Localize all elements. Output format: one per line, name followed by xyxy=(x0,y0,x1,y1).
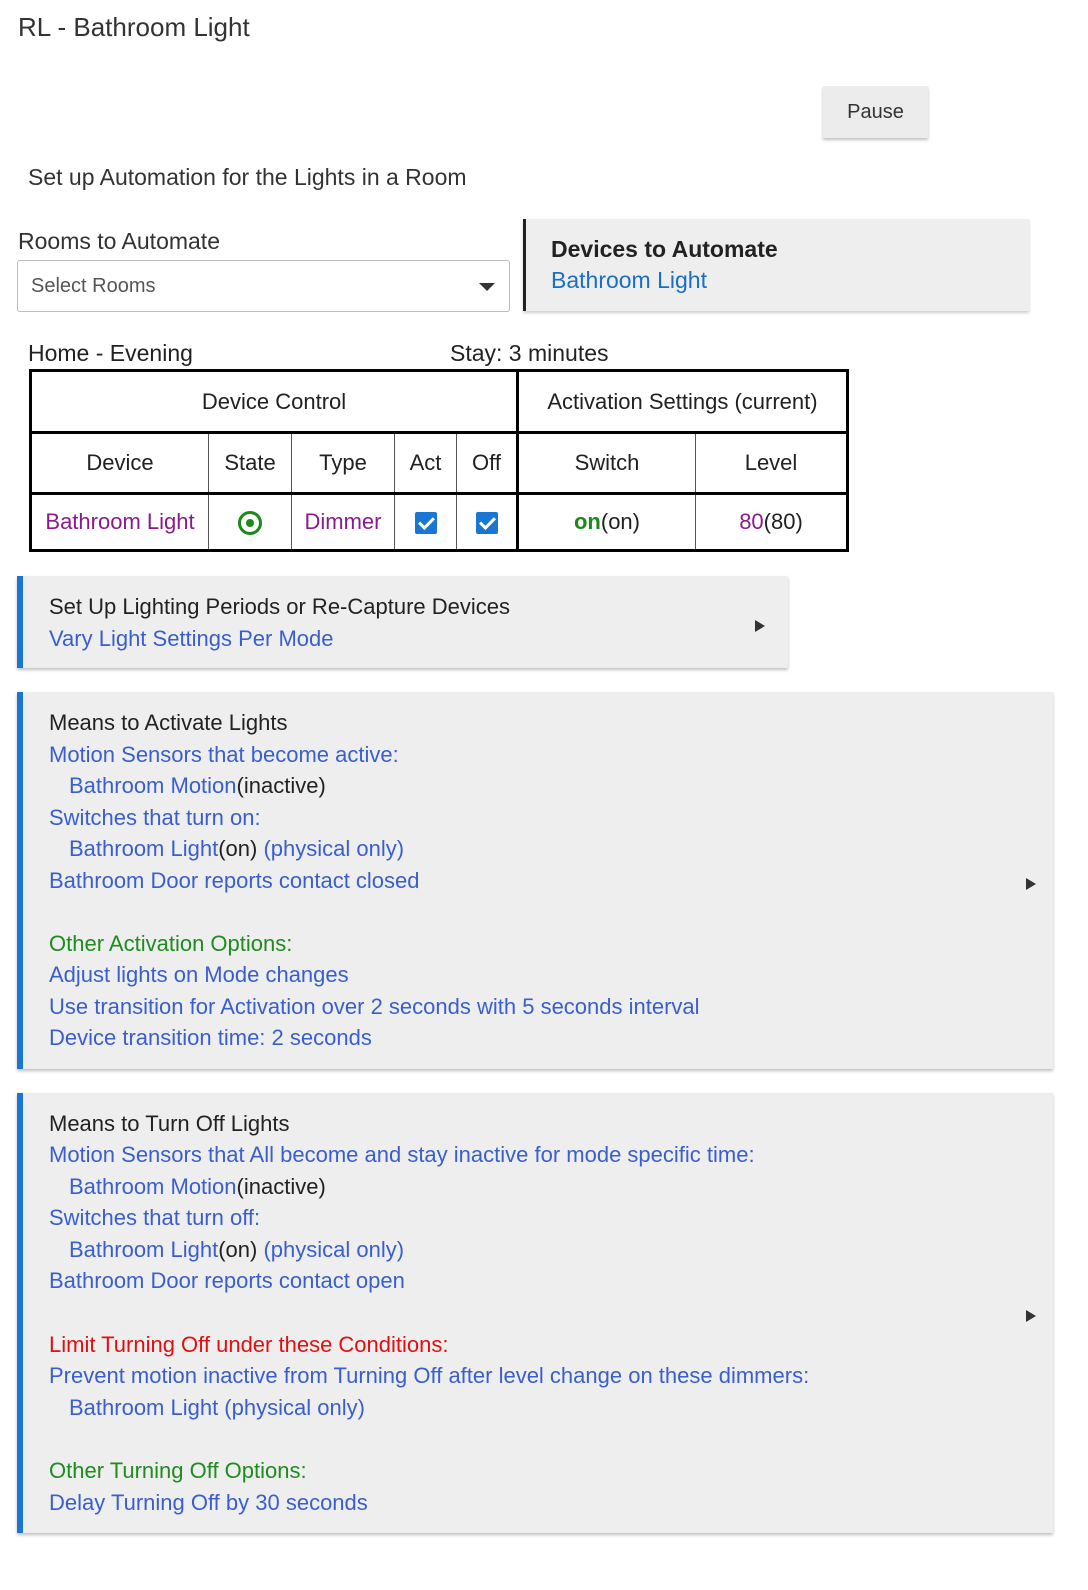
switch-value: on xyxy=(573,509,601,534)
turnoff-switch-device: Bathroom Light xyxy=(69,1237,219,1262)
turnoff-limit-heading: Limit Turning Off under these Conditions: xyxy=(49,1332,449,1357)
activate-option: Use transition for Activation over 2 seconds with 5 seconds interval xyxy=(49,994,700,1019)
switch-cell[interactable] xyxy=(518,494,696,551)
activate-motion-item xyxy=(49,770,326,802)
turnoff-motion-device: Bathroom Motion xyxy=(69,1174,237,1199)
act-checkbox[interactable] xyxy=(415,512,437,534)
activate-option: Adjust lights on Mode changes xyxy=(49,962,349,987)
activate-switch-device: Bathroom Light xyxy=(69,836,219,861)
col-act: Act xyxy=(395,433,457,494)
activate-heading: Means to Activate Lights xyxy=(49,710,288,735)
lighting-periods-heading: Set Up Lighting Periods or Re-Capture Devices xyxy=(49,594,511,619)
activate-motion-state: (inactive) xyxy=(236,773,326,798)
activate-switch-state: (on) xyxy=(218,836,258,861)
turnoff-card[interactable] xyxy=(17,1093,1053,1533)
turnoff-switch-item xyxy=(49,1234,404,1266)
off-checkbox[interactable] xyxy=(476,512,498,534)
col-state: State xyxy=(209,433,292,494)
act-cell xyxy=(395,494,457,551)
page-title: RL - Bathroom Light xyxy=(18,12,250,42)
lighting-periods-card[interactable] xyxy=(17,576,788,668)
lighting-periods-link: Vary Light Settings Per Mode xyxy=(49,626,334,651)
state-cell xyxy=(209,494,292,551)
pause-button[interactable]: Pause xyxy=(823,86,928,138)
rooms-select[interactable] xyxy=(17,260,510,312)
activate-motion-label: Motion Sensors that become active: xyxy=(49,742,399,767)
activate-option: Device transition time: 2 seconds xyxy=(49,1025,372,1050)
turnoff-switch-note: (physical only) xyxy=(257,1237,405,1262)
level-cell[interactable] xyxy=(696,494,848,551)
activate-switch-item xyxy=(49,833,404,865)
rooms-placeholder: Select Rooms xyxy=(31,275,156,297)
activation-settings-header: Activation Settings (current) xyxy=(518,371,848,433)
col-type: Type xyxy=(292,433,395,494)
device-table xyxy=(29,369,849,552)
level-current: (80) xyxy=(763,509,803,534)
triangle-right-icon xyxy=(755,620,765,632)
triangle-right-icon xyxy=(1026,1310,1036,1322)
setup-heading: Set up Automation for the Lights in a Room xyxy=(28,164,467,190)
activate-other-heading: Other Activation Options: xyxy=(49,931,293,956)
turnoff-delay: Delay Turning Off by 30 seconds xyxy=(49,1490,368,1515)
turnoff-other-heading: Other Turning Off Options: xyxy=(49,1458,307,1483)
mode-name: Home - Evening xyxy=(28,340,193,366)
turnoff-prevent-label: Prevent motion inactive from Turning Off after level change on these dimmers: xyxy=(49,1363,810,1388)
switch-current: (on) xyxy=(600,509,640,534)
turnoff-switch-state: (on) xyxy=(218,1237,258,1262)
activate-card[interactable] xyxy=(17,692,1053,1069)
devices-value: Bathroom Light xyxy=(551,267,707,293)
devices-card[interactable] xyxy=(523,219,1029,311)
triangle-right-icon xyxy=(1026,878,1036,890)
turnoff-heading: Means to Turn Off Lights xyxy=(49,1111,290,1136)
radio-on-icon xyxy=(238,511,262,535)
activate-switch-note: (physical only) xyxy=(257,836,405,861)
turnoff-motion-label: Motion Sensors that All become and stay inactive for mode specific time: xyxy=(49,1142,755,1167)
device-control-header: Device Control xyxy=(31,371,518,433)
turnoff-motion-state: (inactive) xyxy=(236,1174,326,1199)
activate-motion-device: Bathroom Motion xyxy=(69,773,237,798)
table-row xyxy=(31,494,848,551)
caret-down-icon xyxy=(479,283,495,291)
off-cell xyxy=(457,494,518,551)
turnoff-prevent-device: Bathroom Light (physical only) xyxy=(69,1395,365,1420)
rooms-label: Rooms to Automate xyxy=(18,228,220,254)
level-value: 80 xyxy=(739,509,764,534)
turnoff-switch-label: Switches that turn off: xyxy=(49,1205,261,1230)
turnoff-contact: Bathroom Door reports contact open xyxy=(49,1268,405,1293)
col-switch: Switch xyxy=(518,433,696,494)
turnoff-motion-item xyxy=(49,1171,326,1203)
col-device: Device xyxy=(31,433,209,494)
activate-contact: Bathroom Door reports contact closed xyxy=(49,868,420,893)
activate-switch-label: Switches that turn on: xyxy=(49,805,261,830)
devices-heading: Devices to Automate xyxy=(551,236,778,262)
col-level: Level xyxy=(696,433,848,494)
stay-time: Stay: 3 minutes xyxy=(450,340,609,366)
type-cell[interactable]: Dimmer xyxy=(292,494,395,551)
device-cell[interactable]: Bathroom Light xyxy=(31,494,209,551)
col-off: Off xyxy=(457,433,518,494)
